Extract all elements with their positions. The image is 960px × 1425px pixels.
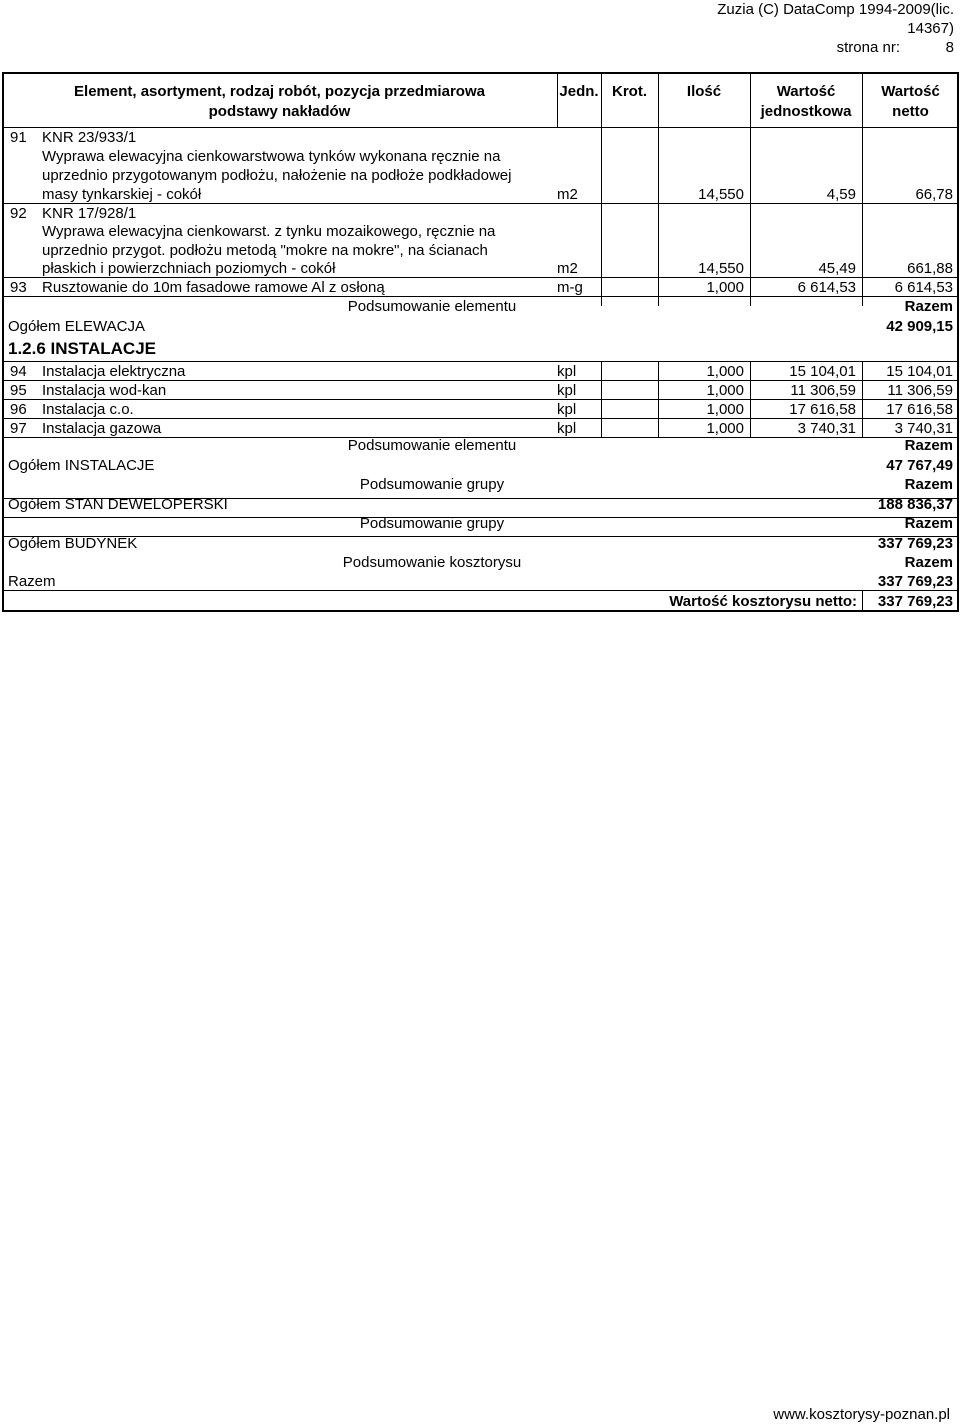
estimate-net-value: 337 769,23	[877, 593, 953, 610]
lp-93: 93	[10, 279, 27, 296]
total-elewacja-label: Ogółem ELEWACJA	[8, 318, 145, 335]
header-line-1: Zuzia (C) DataComp 1994-2009(lic.	[717, 1, 954, 18]
desc-92-line1: KNR 17/928/1	[42, 205, 137, 222]
lp-92: 92	[10, 205, 27, 222]
desc-91-line3: uprzednio przygotowanym podłożu, nałożenie na podłoże podkładowej	[42, 167, 512, 184]
summary-group-label-2: Podsumowanie grupy	[359, 515, 505, 532]
desc-92-line3: uprzednio przygot. podłożu metodą "mokre na mokre", na ścianach	[42, 242, 488, 259]
desc-91-line1: KNR 23/933/1	[42, 129, 137, 146]
footer-url: www.kosztorysy-poznan.pl	[773, 1406, 950, 1423]
page-header	[717, 0, 954, 57]
total-stan-value: 188 836,37	[877, 496, 953, 513]
lp-91: 91	[10, 129, 27, 146]
summary-element-razem: Razem	[904, 298, 953, 315]
border-right	[957, 72, 959, 612]
razem-label: Razem	[8, 573, 56, 590]
summary-group-label: Podsumowanie grupy	[359, 476, 505, 493]
total-elewacja-value: 42 909,15	[886, 318, 953, 335]
desc-91-line4: masy tynkarskiej - cokół	[42, 186, 202, 203]
unit-price-91: 4,59	[826, 186, 856, 203]
page-label: strona nr:	[836, 39, 900, 56]
summary-estimate-razem: Razem	[904, 554, 953, 571]
page-number: 8	[945, 39, 954, 56]
total-instalacje-label: Ogółem INSTALACJE	[8, 457, 155, 474]
total-instalacje-value: 47 767,49	[886, 457, 953, 474]
col-header-jedn: Jedn.	[557, 72, 601, 128]
unit-price-93: 6 614,53	[797, 279, 856, 296]
col-header-krot: Krot.	[601, 72, 658, 128]
total-budynek-label: Ogółem BUDYNEK	[8, 535, 138, 552]
net-value-92: 661,88	[907, 260, 953, 277]
desc-93: Rusztowanie do 10m fasadowe ramowe Al z osłoną	[42, 279, 385, 296]
section-title: 1.2.6 INSTALACJE	[8, 339, 157, 358]
header-line-2: 14367)	[907, 20, 954, 37]
summary-group-razem: Razem	[904, 476, 953, 493]
col-header-wartosc-netto: Wartość netto	[862, 72, 959, 128]
unit-91: m2	[557, 186, 578, 203]
page-number-row	[717, 38, 954, 57]
total-stan-label: Ogółem STAN DEWELOPERSKI	[8, 496, 228, 513]
desc-92-line2: Wyprawa elewacyjna cienkowarst. z tynku mozaikowego, ręcznie na	[42, 223, 496, 240]
qty-92: 14,550	[698, 260, 744, 277]
unit-93: m-g	[557, 279, 583, 296]
summary-estimate-label: Podsumowanie kosztorysu	[342, 554, 522, 571]
summary-element-label-2: Podsumowanie elementu	[347, 437, 517, 454]
col-header-ilosc: Ilość	[658, 72, 750, 128]
net-value-93: 6 614,53	[894, 279, 953, 296]
desc-91-line2: Wyprawa elewacyjna cienkowarstwowa tynków wykonana ręcznie na	[42, 148, 501, 165]
unit-price-92: 45,49	[818, 260, 856, 277]
qty-93: 1,000	[706, 279, 744, 296]
summary-element-label: Podsumowanie elementu	[347, 298, 517, 315]
razem-value: 337 769,23	[877, 573, 953, 590]
unit-92: m2	[557, 260, 578, 277]
desc-92-line4: płaskich i powierzchniach poziomych - cokół	[42, 260, 336, 277]
col-header-element: Element, asortyment, rodzaj robót, pozycja przedmiarowa podstawy nakładów	[2, 72, 557, 128]
qty-91: 14,550	[698, 186, 744, 203]
net-value-91: 66,78	[915, 186, 953, 203]
summary-group-razem-2: Razem	[904, 515, 953, 532]
total-budynek-value: 337 769,23	[877, 535, 953, 552]
col-header-wartosc-jednostkowa: Wartość jednostkowa	[750, 72, 862, 128]
summary-element-razem-2: Razem	[904, 437, 953, 454]
estimate-net-label: Wartość kosztorysu netto:	[669, 593, 857, 610]
cost-estimate-table: Element, asortyment, rodzaj robót, pozycja przedmiarowa podstawy nakładów Jedn. Krot. Ilość Wartość jednostkowa Wartość netto 91 KNR 23/933/1 Wyprawa elewacyjna cienkowarstwowa tynków wykonana ręcznie na uprzednio przygotowanym podłożu, nałożenie na podłoże podkładowej masy tynkarskiej - cokół m2 14,550 4,59 66,78 92 KNR 17/928/1 Wyprawa elewacyjna cienkowarst. z tynku mozaikowego, ręcznie na uprzednio przygot. podłożu metodą "mokre na mokre", na ścianach płaskich i powierzchniach poziomych - cokół m2 14,550 45,49 661,88 93 Rusztowanie do 10m fasadowe ramowe Al z osłoną m-g 1,000 6 614,53 6 614,53 Podsumowanie elementu Razem Ogółem ELEWACJA 42 909,15 1.2.6 INSTALACJE 94 Instalacja elektryczna kpl 1,000 15 104,01 15 104,01 95 Instalacja wod-kan kpl 1,000 11 306,59 11 306,59 96 Instalacja c.o. kpl 1,000 17 616,58 17 616,58 97 Instalacja gazowa kpl 1,000 3 740,31 3 740,31 Podsumowanie elementu Razem Ogółem INSTALACJE 47 767,49 Podsumowanie grupy Razem Ogółem STAN DEWELOPERSKI 188 836,37 Podsumowanie grupy Razem Ogółem BUDYNEK 337 769,23 Podsumowanie kosztorysu Razem Razem 337 769,23 Wartość kosztorysu netto: 337 769,23	[2, 72, 959, 612]
